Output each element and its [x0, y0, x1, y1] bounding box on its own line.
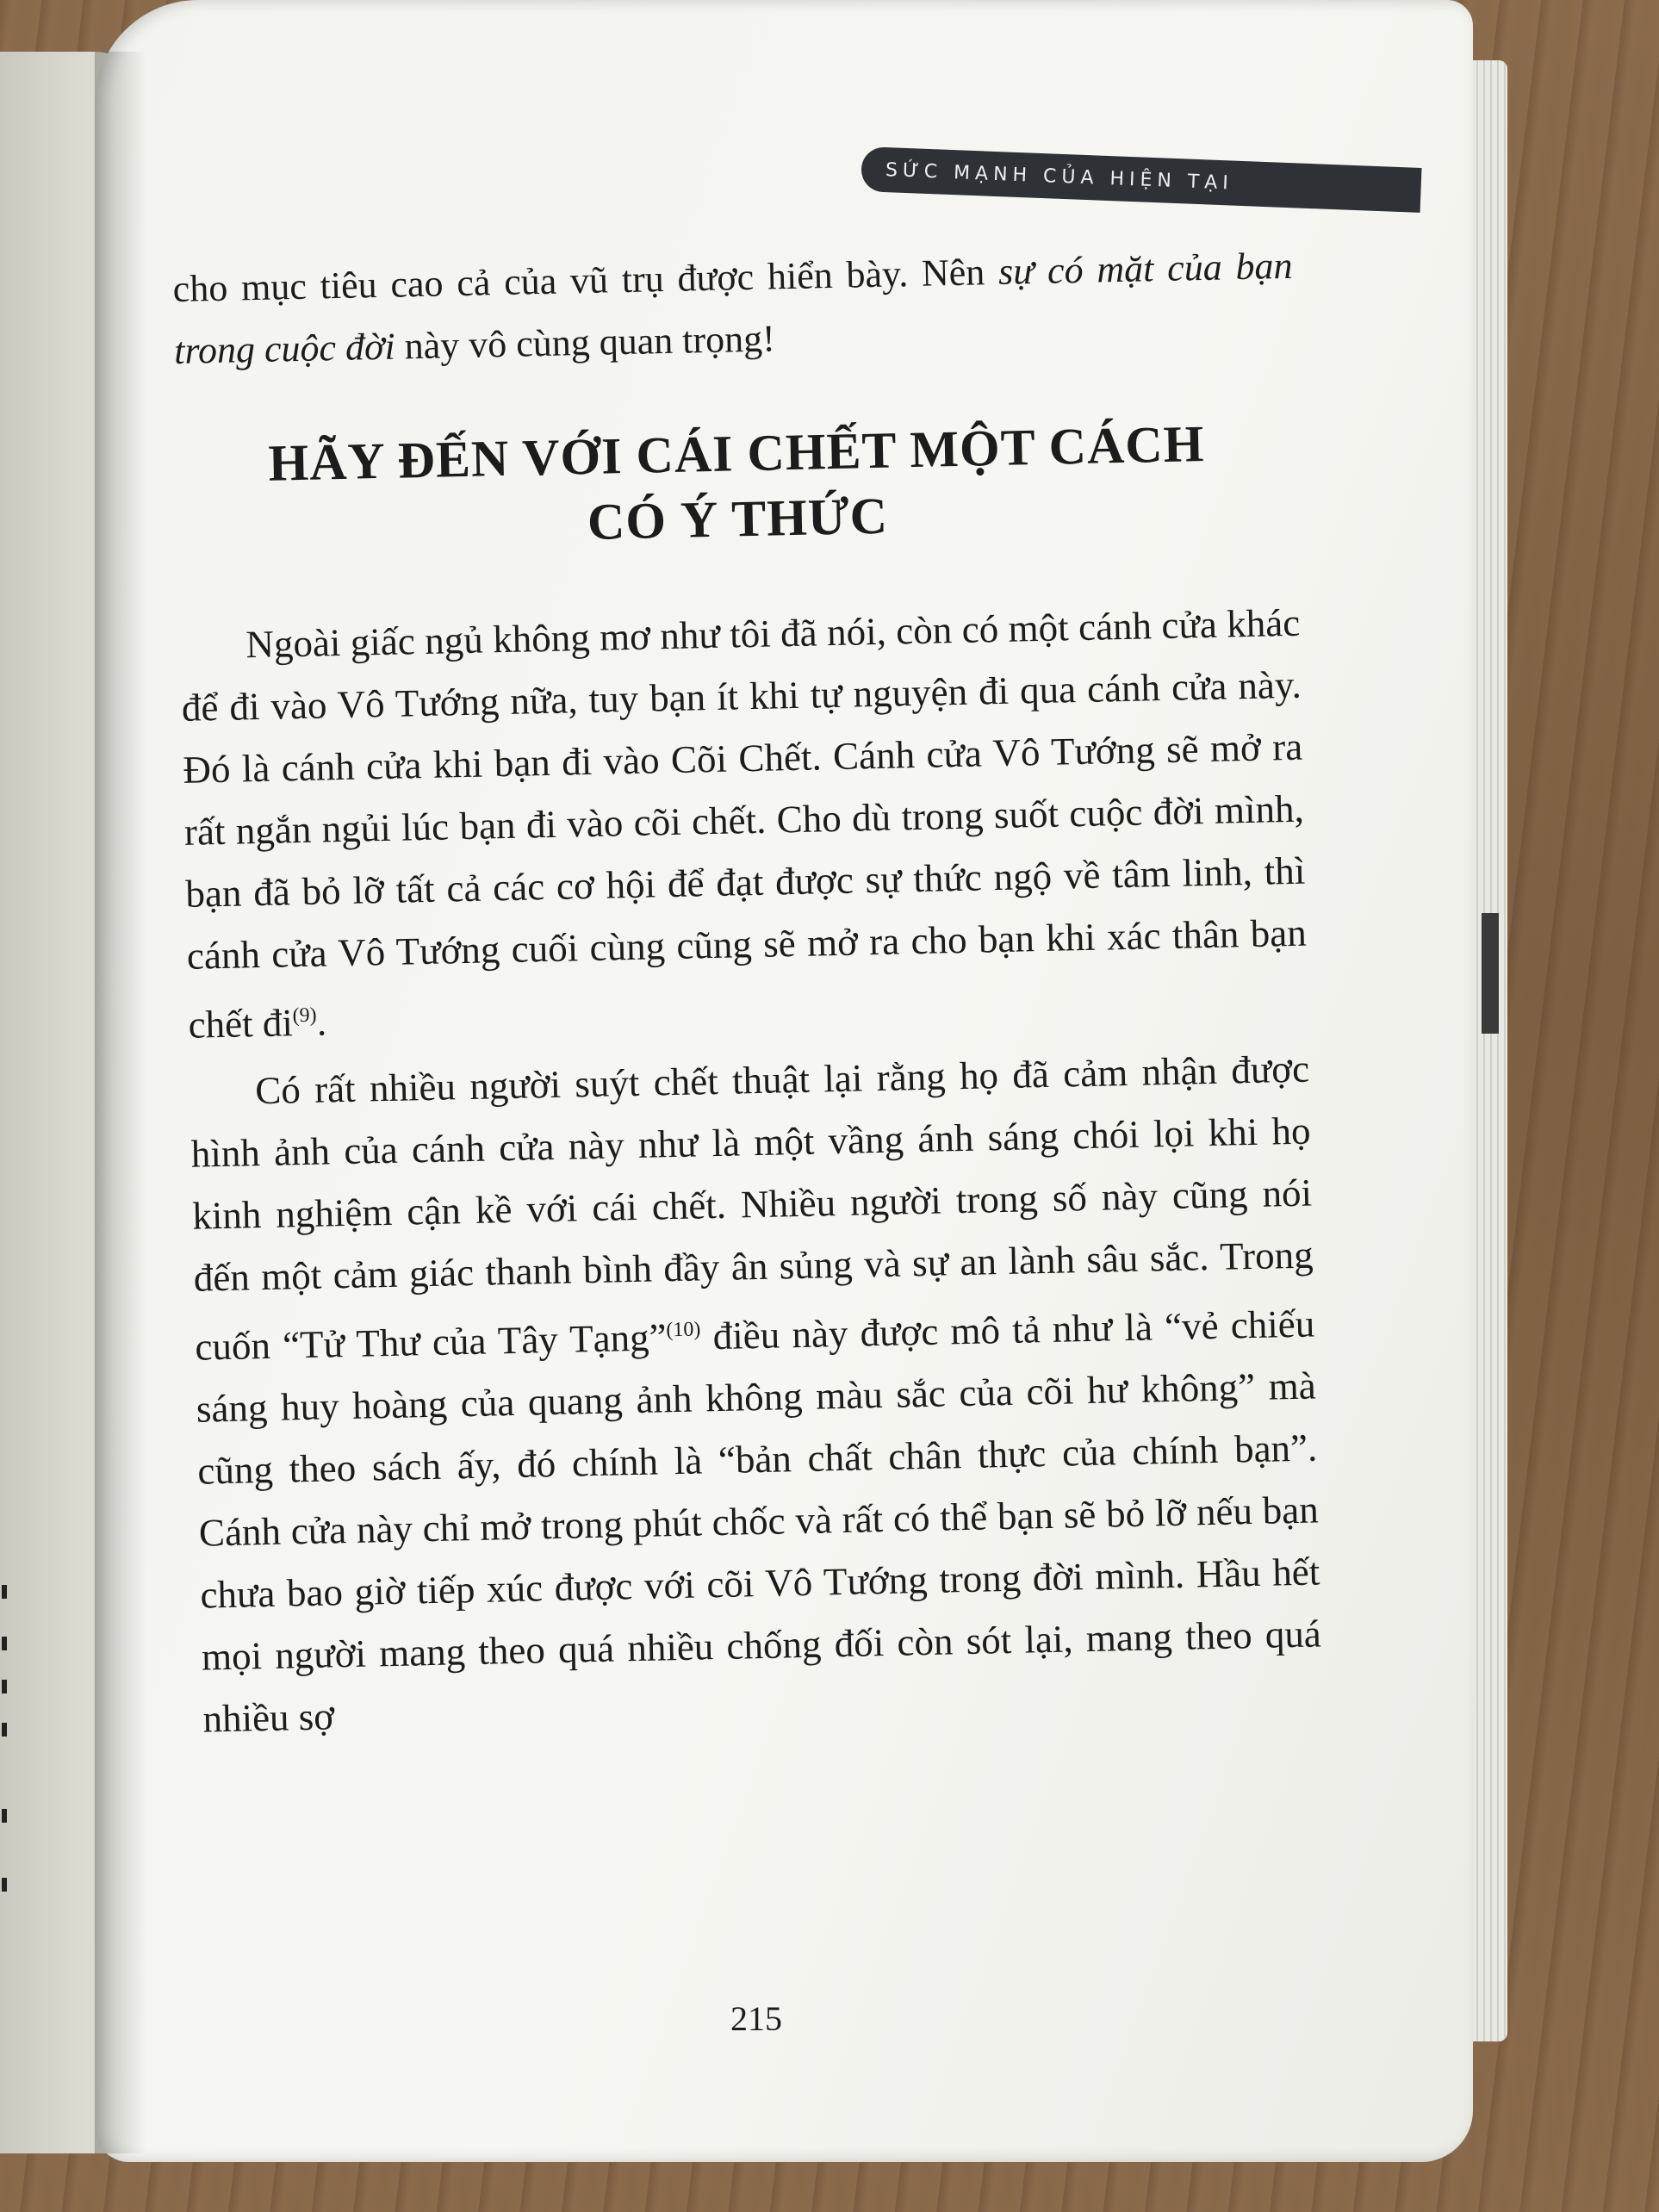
body-paragraph: [190, 1038, 1323, 1750]
paragraph-text: .: [316, 1000, 327, 1044]
paragraph-text: điều này được mô tả như là “vẻ chiếu sáng huy hoàng của quang ảnh không màu sắc của cõi hư không” mà cũng theo sách ấy, đó chính là “bản chất chân thực của chính bạn”. Cánh cửa này chỉ mở trong phút chốc và rất có thể bạn sẽ bỏ lỡ nếu bạn chưa bao giờ tiếp xúc được với cõi Vô Tướng trong đời mình. Hầu hết mọi người mang theo quá nhiều chống đối còn sót lại, mang theo quá nhiều sợ: [196, 1302, 1322, 1741]
intro-text: cho mục tiêu cao cả của vũ trụ được hiển bày. Nên: [172, 250, 999, 310]
intro-paragraph: [172, 235, 1295, 382]
intro-text-end: này vô cùng quan trọng!: [395, 317, 776, 368]
footnote-marker[interactable]: (10): [666, 1318, 701, 1342]
left-mark: [2, 1723, 7, 1737]
page-number: 215: [730, 1999, 782, 2038]
left-mark: [2, 1637, 7, 1650]
text-block: [172, 235, 1323, 1755]
running-header-text: SỨC MẠNH CỦA HIỆN TẠI: [885, 158, 1234, 195]
body-paragraph: [180, 592, 1308, 1056]
paragraph-text: Có rất nhiều người suýt chết thuật lại rằng họ đã cảm nhận được hình ảnh của cánh cửa này như là một vầng ánh sáng chói lọi khi họ kinh nghiệm cận kề với cái chết. Nhiều người trong số này cũng nói đến một cảm giác thanh bình đầy ân sủng và sự an lành sâu sắc. Trong cuốn “Tử Thư của Tây Tạng”: [190, 1047, 1314, 1369]
section-title-line: CÓ Ý THỨC: [587, 487, 889, 550]
left-mark: [2, 1680, 7, 1693]
left-mark: [2, 1878, 7, 1892]
left-mark: [2, 1585, 7, 1599]
page-edge-tab: [1482, 913, 1499, 1034]
footnote-marker[interactable]: (9): [292, 1003, 317, 1028]
section-title: [176, 409, 1298, 563]
section-title-line: HÃY ĐẾN VỚI CÁI CHẾT MỘT CÁCH: [267, 414, 1205, 492]
spine-shadow: [95, 52, 146, 2153]
intro-italic-text: sự có mặt của bạn trong cuộc đời: [173, 244, 1293, 372]
paragraph-text: Ngoài giấc ngủ không mơ như tôi đã nói, còn có một cánh cửa khác để đi vào Vô Tướng nữa, tuy bạn ít khi tự nguyện đi qua cánh cửa này. Đó là cánh cửa khi bạn đi vào Cõi Chết. Cánh cửa Vô Tướng sẽ mở ra rất ngắn ngủi lúc bạn đi vào cõi chết. Cho dù trong suốt cuộc đời mình, bạn đã bỏ lỡ tất cả các cơ hội để đạt được sự thức ngộ về tâm linh, thì cánh cửa Vô Tướng cuối cùng cũng sẽ mở ra cho bạn khi xác thân bạn chết đi: [181, 600, 1308, 1047]
left-mark: [2, 1809, 7, 1823]
